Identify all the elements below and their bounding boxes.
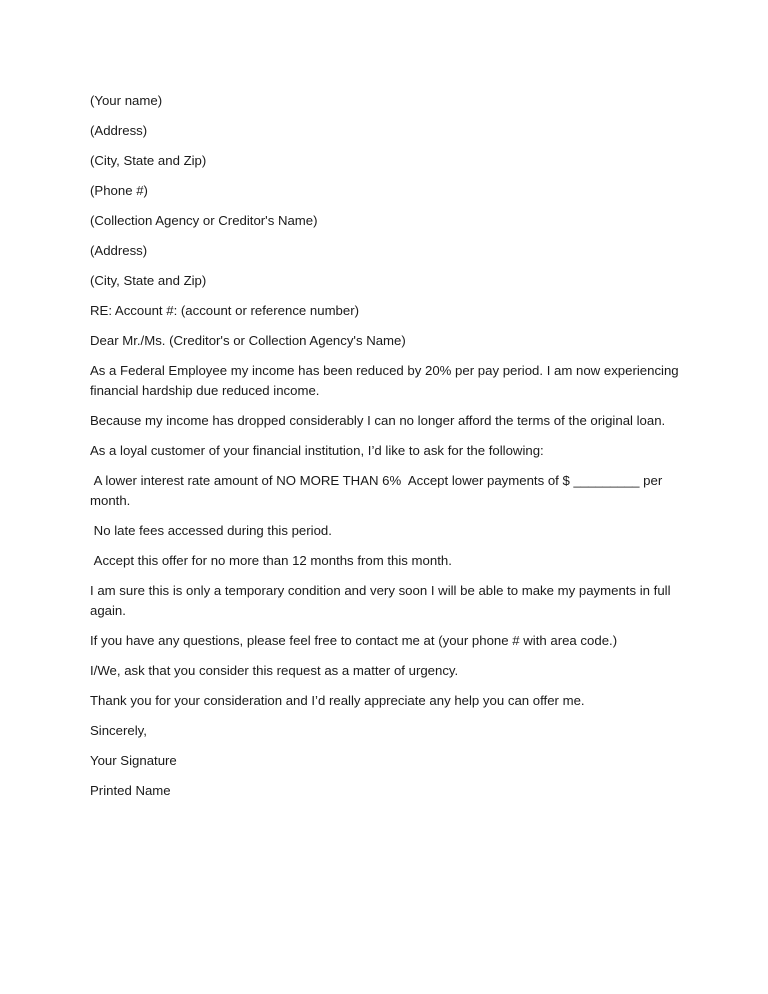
request-item-lower-rate: A lower interest rate amount of NO MORE THAN 6% Accept lower payments of $ _________ per month. — [90, 473, 666, 508]
salutation: Dear Mr./Ms. (Creditor's or Collection Agency's Name) — [90, 333, 406, 348]
paragraph-income-reduction: As a Federal Employee my income has been reduced by 20% per pay period. I am now experiencing financial hardship due reduced income. — [90, 363, 683, 398]
sender-name: (Your name) — [90, 93, 163, 108]
request-item-duration: Accept this offer for no more than 12 months from this month. — [90, 553, 452, 568]
paragraph-contact: If you have any questions, please feel free to contact me at (your phone # with area code.) — [90, 633, 618, 648]
signature-line: Your Signature — [90, 753, 177, 768]
sender-phone: (Phone #) — [90, 183, 148, 198]
closing: Sincerely, — [90, 723, 147, 738]
recipient-city-state-zip: (City, State and Zip) — [90, 273, 207, 288]
letter-body — [90, 91, 683, 811]
paragraph-temporary-condition: I am sure this is only a temporary condition and very soon I will be able to make my payments in full again. — [90, 583, 675, 618]
sender-address: (Address) — [90, 123, 148, 138]
paragraph-urgency: I/We, ask that you consider this request as a matter of urgency. — [90, 663, 459, 678]
recipient-name: (Collection Agency or Creditor's Name) — [90, 213, 318, 228]
request-item-no-late-fees: No late fees accessed during this period. — [90, 523, 332, 538]
paragraph-request-intro: As a loyal customer of your financial institution, I’d like to ask for the following: — [90, 443, 544, 458]
recipient-address: (Address) — [90, 243, 148, 258]
paragraph-cannot-afford: Because my income has dropped considerably I can no longer afford the terms of the original loan. — [90, 413, 666, 428]
reference-line: RE: Account #: (account or reference number) — [90, 303, 360, 318]
sender-city-state-zip: (City, State and Zip) — [90, 153, 207, 168]
printed-name-line: Printed Name — [90, 783, 171, 798]
paragraph-thanks: Thank you for your consideration and I’d really appreciate any help you can offer me. — [90, 693, 585, 708]
